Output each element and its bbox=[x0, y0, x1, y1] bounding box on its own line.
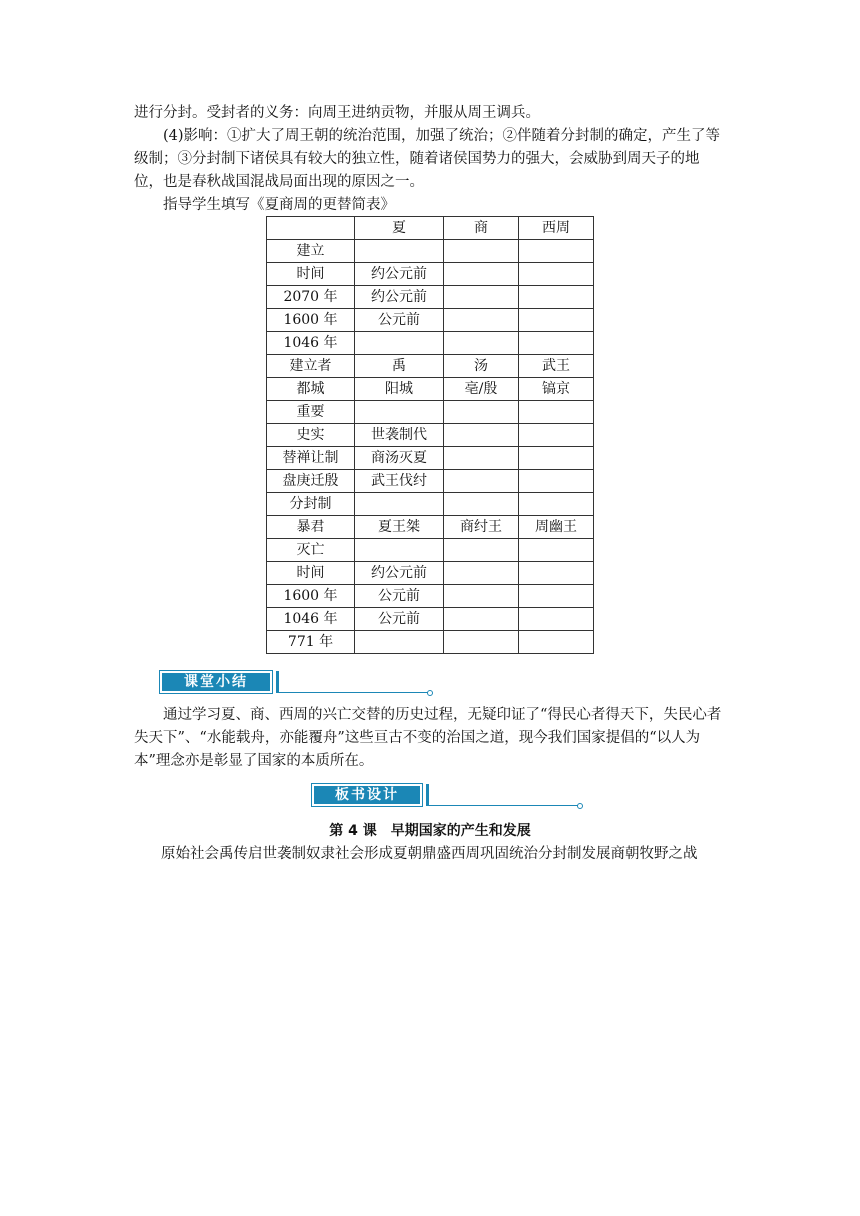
table-row bbox=[267, 470, 594, 493]
table-cell bbox=[519, 240, 594, 263]
table-header-cell: 西周 bbox=[519, 217, 594, 240]
board-line: 原始社会禹传启世袭制奴隶社会形成夏朝鼎盛西周巩固统治分封制发展商朝牧野之战 bbox=[161, 846, 698, 862]
table-cell bbox=[444, 562, 519, 585]
table-cell: 商纣王 bbox=[444, 516, 519, 539]
table-cell bbox=[444, 447, 519, 470]
table-row bbox=[267, 355, 594, 378]
table-row bbox=[267, 240, 594, 263]
table-cell bbox=[519, 608, 594, 631]
table-cell: 1046 年 bbox=[267, 608, 355, 631]
table-cell: 夏王桀 bbox=[355, 516, 444, 539]
table-row bbox=[267, 585, 594, 608]
table-cell: 暴君 bbox=[267, 516, 355, 539]
table-cell bbox=[519, 493, 594, 516]
table-cell bbox=[444, 401, 519, 424]
table-cell bbox=[355, 240, 444, 263]
table-cell bbox=[355, 401, 444, 424]
summary-banner-label: 课堂小结 bbox=[160, 671, 272, 693]
table-cell bbox=[444, 539, 519, 562]
table-cell: 约公元前 bbox=[355, 263, 444, 286]
paragraph-influence: (4)影响：①扩大了周王朝的统治范围，加强了统治；②伴随着分封制的确定，产生了等级制；③分封制下诸侯具有较大的独立性，随着诸侯国势力的强大，会威胁到周天子的地位，也是春秋战国混战局面出现的原因之一。 bbox=[134, 128, 721, 190]
table-cell: 世袭制代 bbox=[355, 424, 444, 447]
table-cell bbox=[519, 562, 594, 585]
table-cell: 2070 年 bbox=[267, 286, 355, 309]
table-row bbox=[267, 631, 594, 654]
board-banner-label: 板书设计 bbox=[312, 784, 422, 806]
table-cell bbox=[444, 240, 519, 263]
table-row bbox=[267, 447, 594, 470]
table-cell: 武王伐纣 bbox=[355, 470, 444, 493]
table-cell bbox=[355, 539, 444, 562]
table-row bbox=[267, 332, 594, 355]
table-cell bbox=[519, 401, 594, 424]
table-cell bbox=[444, 470, 519, 493]
table-cell bbox=[444, 309, 519, 332]
table-cell bbox=[444, 608, 519, 631]
table-cell: 时间 bbox=[267, 562, 355, 585]
table-cell bbox=[444, 631, 519, 654]
table-row bbox=[267, 263, 594, 286]
table-cell: 约公元前 bbox=[355, 562, 444, 585]
table-row bbox=[267, 378, 594, 401]
table-cell: 1600 年 bbox=[267, 585, 355, 608]
table-cell: 亳/殷 bbox=[444, 378, 519, 401]
table-cell: 771 年 bbox=[267, 631, 355, 654]
table-cell bbox=[519, 263, 594, 286]
table-cell: 建立 bbox=[267, 240, 355, 263]
table-cell bbox=[444, 585, 519, 608]
table-row bbox=[267, 493, 594, 516]
table-cell: 史实 bbox=[267, 424, 355, 447]
summary-banner-line bbox=[279, 692, 429, 693]
table-cell: 镐京 bbox=[519, 378, 594, 401]
table-cell: 阳城 bbox=[355, 378, 444, 401]
table-cell bbox=[519, 447, 594, 470]
table-cell: 1600 年 bbox=[267, 309, 355, 332]
table-cell: 公元前 bbox=[355, 585, 444, 608]
table-cell: 替禅让制 bbox=[267, 447, 355, 470]
table-cell: 重要 bbox=[267, 401, 355, 424]
table-cell bbox=[519, 470, 594, 493]
table-row bbox=[267, 401, 594, 424]
table-header-cell: 商 bbox=[444, 217, 519, 240]
table-cell bbox=[444, 424, 519, 447]
summary-banner-bar bbox=[276, 671, 279, 693]
table-row bbox=[267, 516, 594, 539]
table-row bbox=[267, 309, 594, 332]
table-cell bbox=[444, 286, 519, 309]
board-banner-bar bbox=[426, 784, 429, 806]
table-cell: 建立者 bbox=[267, 355, 355, 378]
table-cell bbox=[519, 631, 594, 654]
table-header-cell bbox=[267, 217, 355, 240]
board-banner-line bbox=[429, 805, 579, 806]
table-header-cell: 夏 bbox=[355, 217, 444, 240]
table-cell bbox=[355, 332, 444, 355]
paragraph-enfeoffment-duty: 进行分封。受封者的义务：向周王进纳贡物，并服从周王调兵。 bbox=[134, 105, 540, 121]
table-cell: 武王 bbox=[519, 355, 594, 378]
table-cell: 公元前 bbox=[355, 309, 444, 332]
table-cell bbox=[355, 631, 444, 654]
board-title: 第 4 课 早期国家的产生和发展 bbox=[329, 823, 531, 839]
table-cell bbox=[355, 493, 444, 516]
table-cell bbox=[444, 332, 519, 355]
summary-banner bbox=[160, 671, 432, 693]
table-cell: 时间 bbox=[267, 263, 355, 286]
board-banner bbox=[312, 784, 582, 806]
summary-text: 通过学习夏、商、西周的兴亡交替的历史过程，无疑印证了“得民心者得天下，失民心者失天下”、“水能载舟，亦能覆舟”这些亘古不变的治国之道，现今我们国家提倡的“以人为本”理念亦是彰显了国家的本质所在。 bbox=[134, 707, 722, 769]
table-cell: 公元前 bbox=[355, 608, 444, 631]
table-cell: 1046 年 bbox=[267, 332, 355, 355]
table-row bbox=[267, 424, 594, 447]
table-cell: 禹 bbox=[355, 355, 444, 378]
table-cell bbox=[519, 539, 594, 562]
table-cell: 约公元前 bbox=[355, 286, 444, 309]
table-cell bbox=[519, 424, 594, 447]
table-cell bbox=[519, 332, 594, 355]
table-cell bbox=[444, 263, 519, 286]
table-cell: 灭亡 bbox=[267, 539, 355, 562]
summary-banner-dot bbox=[427, 690, 433, 696]
table-cell: 盘庚迁殷 bbox=[267, 470, 355, 493]
table-row bbox=[267, 608, 594, 631]
table-cell: 周幽王 bbox=[519, 516, 594, 539]
table-cell bbox=[519, 585, 594, 608]
table-cell bbox=[444, 493, 519, 516]
board-banner-dot bbox=[577, 803, 583, 809]
table-cell bbox=[519, 286, 594, 309]
table-cell: 汤 bbox=[444, 355, 519, 378]
table-row bbox=[267, 562, 594, 585]
table-cell: 商汤灭夏 bbox=[355, 447, 444, 470]
table-cell: 分封制 bbox=[267, 493, 355, 516]
table-cell: 都城 bbox=[267, 378, 355, 401]
table-row bbox=[267, 286, 594, 309]
dynasty-table bbox=[266, 216, 594, 654]
paragraph-table-instruction: 指导学生填写《夏商周的更替简表》 bbox=[163, 197, 395, 213]
table-row bbox=[267, 539, 594, 562]
table-cell bbox=[519, 309, 594, 332]
table-header-row bbox=[267, 217, 594, 240]
